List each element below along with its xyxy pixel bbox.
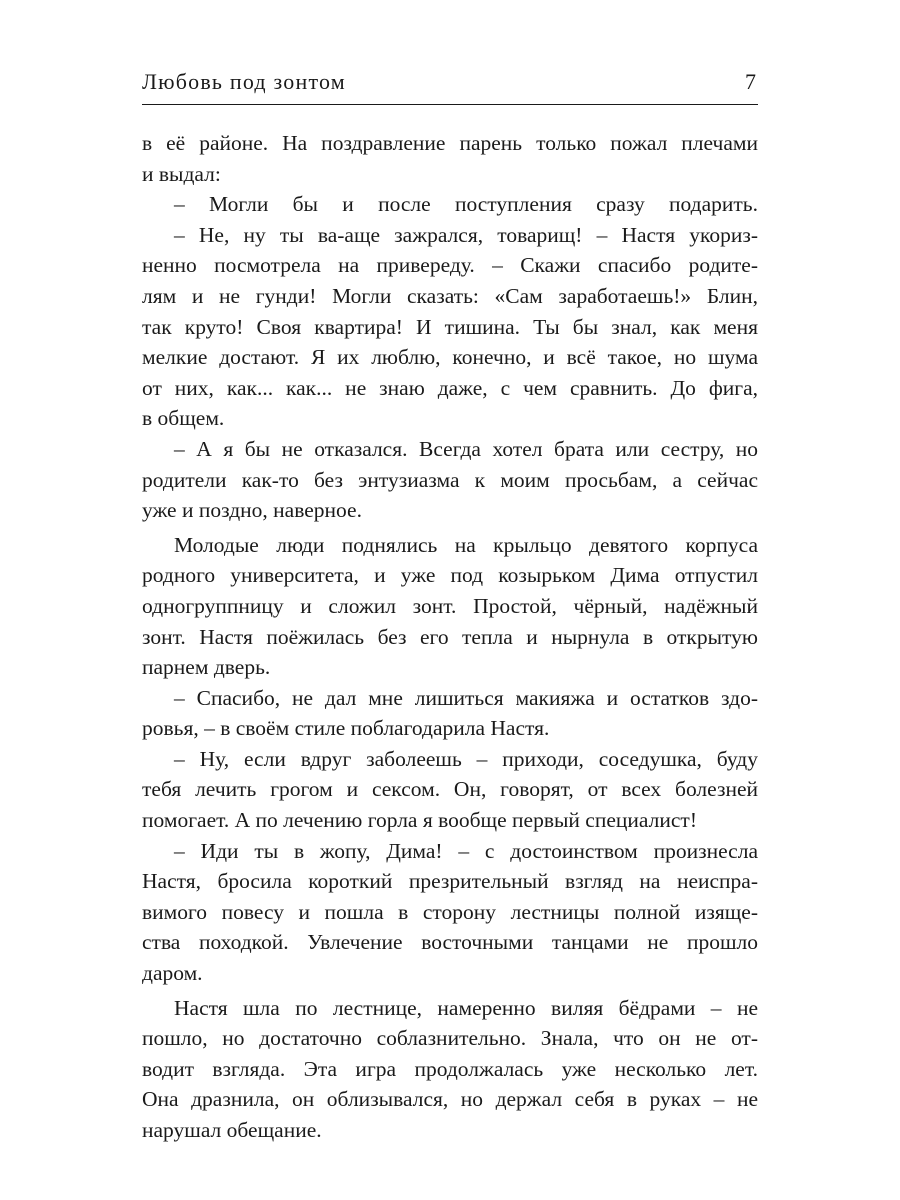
- text-line: помогает. А по лечению горла я вообще первый специалист!: [142, 808, 697, 833]
- text-line: – А я бы не отказался. Всегда хотел брата или сестру, но: [174, 436, 758, 461]
- text-line: – Ну, если вдруг заболеешь – приходи, соседушка, буду: [174, 746, 758, 771]
- text-line: одногруппницу и сложил зонт. Простой, чёрный, надёжный: [142, 593, 758, 618]
- text-line: водит взгляда. Эта игра продолжалась уже несколько лет.: [142, 1056, 758, 1081]
- text-line: так круто! Своя квартира! И тишина. Ты бы знал, как меня: [142, 314, 758, 339]
- text-line: уже и поздно, наверное.: [142, 498, 362, 523]
- text-line: зонт. Настя поёжилась без его тепла и нырнула в открытую: [142, 624, 758, 649]
- text-line: ства походкой. Увлечение восточными танцами не прошло: [142, 930, 758, 955]
- header-rule: [142, 104, 758, 105]
- text-line: даром.: [142, 961, 203, 986]
- text-line: вимого повесу и пошла в сторону лестницы полной изяще-: [142, 899, 758, 924]
- text-line: – Могли бы и после поступления сразу подарить.: [174, 192, 758, 217]
- text-line: – Иди ты в жопу, Дима! – с достоинством произнесла: [174, 838, 758, 863]
- body-text: [142, 128, 758, 1146]
- text-line: от них, как... как... не знаю даже, с чем сравнить. До фига,: [142, 375, 758, 400]
- running-header: [142, 68, 758, 108]
- text-line: и выдал:: [142, 161, 221, 186]
- text-line: в её районе. На поздравление парень только пожал плечами: [142, 131, 758, 155]
- running-title: Любовь под зонтом: [142, 69, 346, 94]
- text-line: Она дразнила, он облизывался, но держал себя в руках – не: [142, 1087, 758, 1112]
- text-line: пошло, но достаточно соблазнительно. Знала, что он не от-: [142, 1026, 758, 1051]
- text-line: лям и не гунди! Могли сказать: «Сам заработаешь!» Блин,: [142, 283, 758, 308]
- text-line: ровья, – в своём стиле поблагодарила Настя.: [142, 716, 550, 741]
- page-number: 7: [745, 69, 756, 94]
- text-line: родители как-то без энтузиазма к моим просьбам, а сейчас: [142, 467, 758, 492]
- text-line: нарушал обещание.: [142, 1118, 322, 1142]
- text-line: мелкие достают. Я их люблю, конечно, и всё такое, но шума: [142, 345, 758, 370]
- text-line: тебя лечить грогом и сексом. Он, говорят, от всех болезней: [142, 777, 758, 802]
- text-line: Настя шла по лестнице, намеренно виляя бёдрами – не: [174, 995, 758, 1020]
- text-line: Настя, бросила короткий презрительный взгляд на неиспра-: [142, 869, 758, 894]
- text-line: в общем.: [142, 406, 225, 431]
- text-line: парнем дверь.: [142, 655, 271, 680]
- text-line: Молодые люди поднялись на крыльцо девятого корпуса: [174, 532, 758, 557]
- text-line: ненно посмотрела на привереду. – Скажи спасибо родите-: [142, 253, 758, 278]
- text-line: – Не, ну ты ва-аще зажрался, товарищ! – Настя укориз-: [174, 222, 758, 247]
- text-line: – Спасибо, не дал мне лишиться макияжа и остатков здо-: [174, 685, 758, 710]
- text-line: родного университета, и уже под козырьком Дима отпустил: [142, 563, 758, 588]
